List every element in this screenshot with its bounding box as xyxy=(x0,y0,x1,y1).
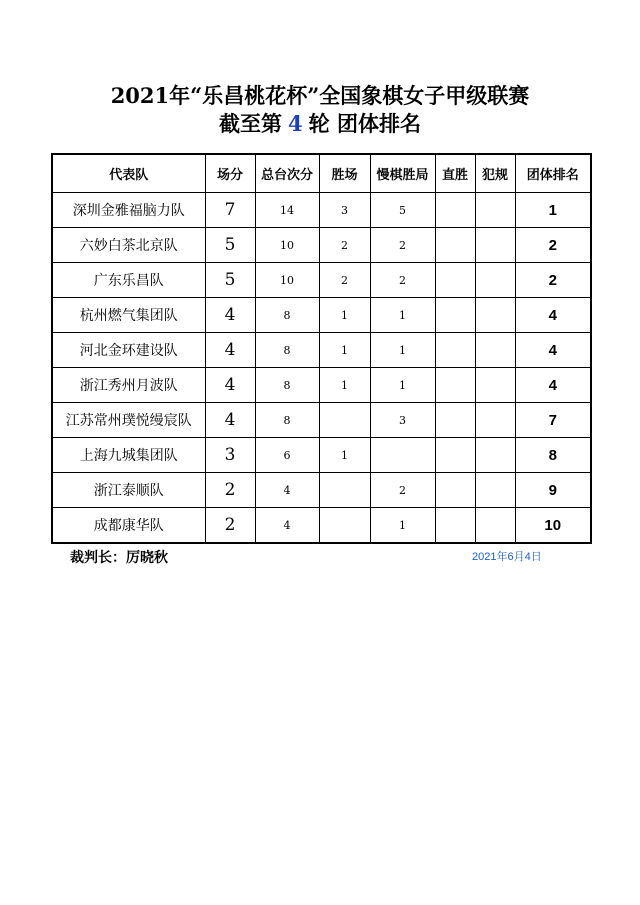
table-row xyxy=(52,403,591,438)
cell-team: 六妙白茶北京队 xyxy=(52,228,205,263)
cell-slow-wins: 3 xyxy=(370,403,435,438)
cell-direct xyxy=(435,368,475,403)
header-wins: 胜场 xyxy=(319,154,370,193)
cell-direct xyxy=(435,438,475,473)
cell-team-rank: 4 xyxy=(515,298,591,333)
cell-team: 河北金环建设队 xyxy=(52,333,205,368)
header-fouls: 犯规 xyxy=(475,154,515,193)
cell-slow-wins: 5 xyxy=(370,193,435,228)
cell-wins: 1 xyxy=(319,333,370,368)
cell-match-points: 4 xyxy=(205,368,255,403)
table-row xyxy=(52,263,591,298)
cell-wins xyxy=(319,508,370,544)
cell-board-points: 4 xyxy=(255,473,319,508)
header-direct: 直胜 xyxy=(435,154,475,193)
cell-team-rank: 10 xyxy=(515,508,591,544)
table-row xyxy=(52,473,591,508)
document-date: 2021年6月4日 xyxy=(472,551,542,563)
cell-match-points: 2 xyxy=(205,508,255,544)
cell-direct xyxy=(435,333,475,368)
cell-team-rank: 4 xyxy=(515,368,591,403)
cell-team-rank: 2 xyxy=(515,228,591,263)
cell-direct xyxy=(435,228,475,263)
cell-wins: 2 xyxy=(319,228,370,263)
cell-fouls xyxy=(475,473,515,508)
team-ranking-table xyxy=(51,153,592,544)
cell-slow-wins: 2 xyxy=(370,473,435,508)
cell-slow-wins: 2 xyxy=(370,263,435,298)
table-row xyxy=(52,438,591,473)
cell-match-points: 5 xyxy=(205,228,255,263)
cell-direct xyxy=(435,403,475,438)
cell-match-points: 2 xyxy=(205,473,255,508)
cell-direct xyxy=(435,508,475,544)
cell-team: 广东乐昌队 xyxy=(52,263,205,298)
cell-match-points: 7 xyxy=(205,193,255,228)
cell-wins: 2 xyxy=(319,263,370,298)
cell-board-points: 10 xyxy=(255,263,319,298)
document-title: 2021年“乐昌桃花杯”全国象棋女子甲级联赛 xyxy=(110,83,530,108)
cell-fouls xyxy=(475,438,515,473)
cell-fouls xyxy=(475,263,515,298)
cell-team: 浙江秀州月波队 xyxy=(52,368,205,403)
cell-wins: 1 xyxy=(319,368,370,403)
cell-team: 上海九城集团队 xyxy=(52,438,205,473)
cell-match-points: 4 xyxy=(205,403,255,438)
cell-fouls xyxy=(475,508,515,544)
cell-board-points: 8 xyxy=(255,333,319,368)
round-number: 4 xyxy=(288,111,303,136)
cell-slow-wins: 1 xyxy=(370,508,435,544)
cell-board-points: 10 xyxy=(255,228,319,263)
table-row xyxy=(52,228,591,263)
cell-fouls xyxy=(475,333,515,368)
cell-team-rank: 2 xyxy=(515,263,591,298)
table-header-row xyxy=(52,154,591,193)
header-board-points: 总台次分 xyxy=(255,154,319,193)
header-match-points: 场分 xyxy=(205,154,255,193)
header-team: 代表队 xyxy=(52,154,205,193)
cell-board-points: 4 xyxy=(255,508,319,544)
table-row xyxy=(52,368,591,403)
table-row xyxy=(52,508,591,544)
cell-match-points: 5 xyxy=(205,263,255,298)
cell-team-rank: 1 xyxy=(515,193,591,228)
cell-team-rank: 4 xyxy=(515,333,591,368)
cell-direct xyxy=(435,193,475,228)
cell-wins: 1 xyxy=(319,438,370,473)
cell-team-rank: 8 xyxy=(515,438,591,473)
cell-team-rank: 9 xyxy=(515,473,591,508)
cell-board-points: 14 xyxy=(255,193,319,228)
cell-wins: 1 xyxy=(319,298,370,333)
cell-wins xyxy=(319,473,370,508)
cell-slow-wins xyxy=(370,438,435,473)
cell-direct xyxy=(435,298,475,333)
cell-slow-wins: 1 xyxy=(370,368,435,403)
cell-wins: 3 xyxy=(319,193,370,228)
header-slow-wins: 慢棋胜局 xyxy=(370,154,435,193)
cell-slow-wins: 2 xyxy=(370,228,435,263)
table-row xyxy=(52,298,591,333)
cell-board-points: 8 xyxy=(255,403,319,438)
cell-team-rank: 7 xyxy=(515,403,591,438)
cell-board-points: 8 xyxy=(255,368,319,403)
cell-match-points: 3 xyxy=(205,438,255,473)
cell-fouls xyxy=(475,228,515,263)
cell-team: 浙江泰顺队 xyxy=(52,473,205,508)
cell-match-points: 4 xyxy=(205,298,255,333)
subtitle-suffix: 轮 团体排名 xyxy=(308,111,421,136)
cell-slow-wins: 1 xyxy=(370,298,435,333)
cell-fouls xyxy=(475,403,515,438)
cell-fouls xyxy=(475,368,515,403)
cell-board-points: 8 xyxy=(255,298,319,333)
cell-direct xyxy=(435,473,475,508)
cell-wins xyxy=(319,403,370,438)
document-subtitle xyxy=(0,108,640,138)
cell-direct xyxy=(435,263,475,298)
table-row xyxy=(52,333,591,368)
cell-team: 深圳金雅福脑力队 xyxy=(52,193,205,228)
table-row xyxy=(52,193,591,228)
header-team-rank: 团体排名 xyxy=(515,154,591,193)
chief-referee: 裁判长：厉晓秋 xyxy=(70,550,168,566)
cell-team: 成都康华队 xyxy=(52,508,205,544)
cell-slow-wins: 1 xyxy=(370,333,435,368)
cell-board-points: 6 xyxy=(255,438,319,473)
cell-team: 江苏常州璞悦缦宸队 xyxy=(52,403,205,438)
cell-team: 杭州燃气集团队 xyxy=(52,298,205,333)
cell-fouls xyxy=(475,193,515,228)
cell-match-points: 4 xyxy=(205,333,255,368)
cell-fouls xyxy=(475,298,515,333)
subtitle-prefix: 截至第 xyxy=(219,111,283,136)
